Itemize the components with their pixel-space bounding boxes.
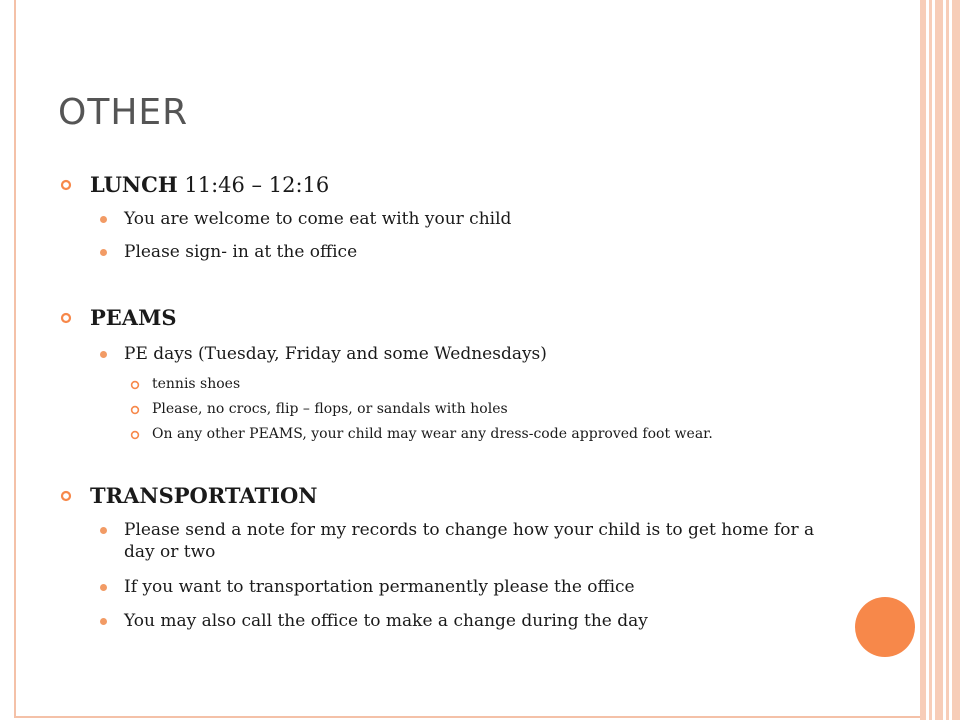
section-heading-peams: [60, 303, 830, 333]
orange-dot-bullet-icon: [100, 618, 107, 625]
orange-ring-bullet-icon: [60, 490, 72, 502]
section-heading-transportation: [60, 481, 830, 511]
right-stripes-decoration: [920, 0, 960, 720]
slide-content: [60, 170, 830, 632]
sub-list-item: tennis shoes: [60, 375, 830, 394]
orange-circle-decoration: [855, 597, 915, 657]
orange-ring-small-bullet-icon: [130, 430, 140, 440]
orange-ring-bullet-icon: [60, 312, 72, 324]
section-heading-lunch: [60, 170, 830, 200]
orange-dot-bullet-icon: [100, 351, 107, 358]
section-heading-label: PEAMS: [90, 305, 177, 330]
list-item: You may also call the office to make a change during the day: [60, 610, 830, 632]
orange-dot-bullet-icon: [100, 216, 107, 223]
sub-list-item: On any other PEAMS, your child may wear any dress-code approved foot wear.: [60, 425, 830, 444]
list-item: PE days (Tuesday, Friday and some Wednesdays): [60, 343, 830, 365]
section-heading-label: LUNCH: [90, 172, 178, 197]
list-item: You are welcome to come eat with your child: [60, 208, 830, 230]
sub-list-item: Please, no crocs, flip – flops, or sandals with holes: [60, 400, 830, 419]
orange-ring-bullet-icon: [60, 179, 72, 191]
section-heading-time: 11:46 – 12:16: [177, 173, 330, 197]
section-heading-label: TRANSPORTATION: [90, 483, 318, 508]
list-item: If you want to transportation permanently please the office: [60, 576, 830, 598]
list-item: Please send a note for my records to change how your child is to get home for a day or two: [60, 519, 824, 563]
list-item: Please sign- in at the office: [60, 241, 830, 263]
orange-dot-bullet-icon: [100, 584, 107, 591]
orange-dot-bullet-icon: [100, 249, 107, 256]
orange-ring-small-bullet-icon: [130, 405, 140, 415]
orange-ring-small-bullet-icon: [130, 380, 140, 390]
orange-dot-bullet-icon: [100, 527, 107, 534]
slide-title: OTHER: [58, 92, 189, 133]
